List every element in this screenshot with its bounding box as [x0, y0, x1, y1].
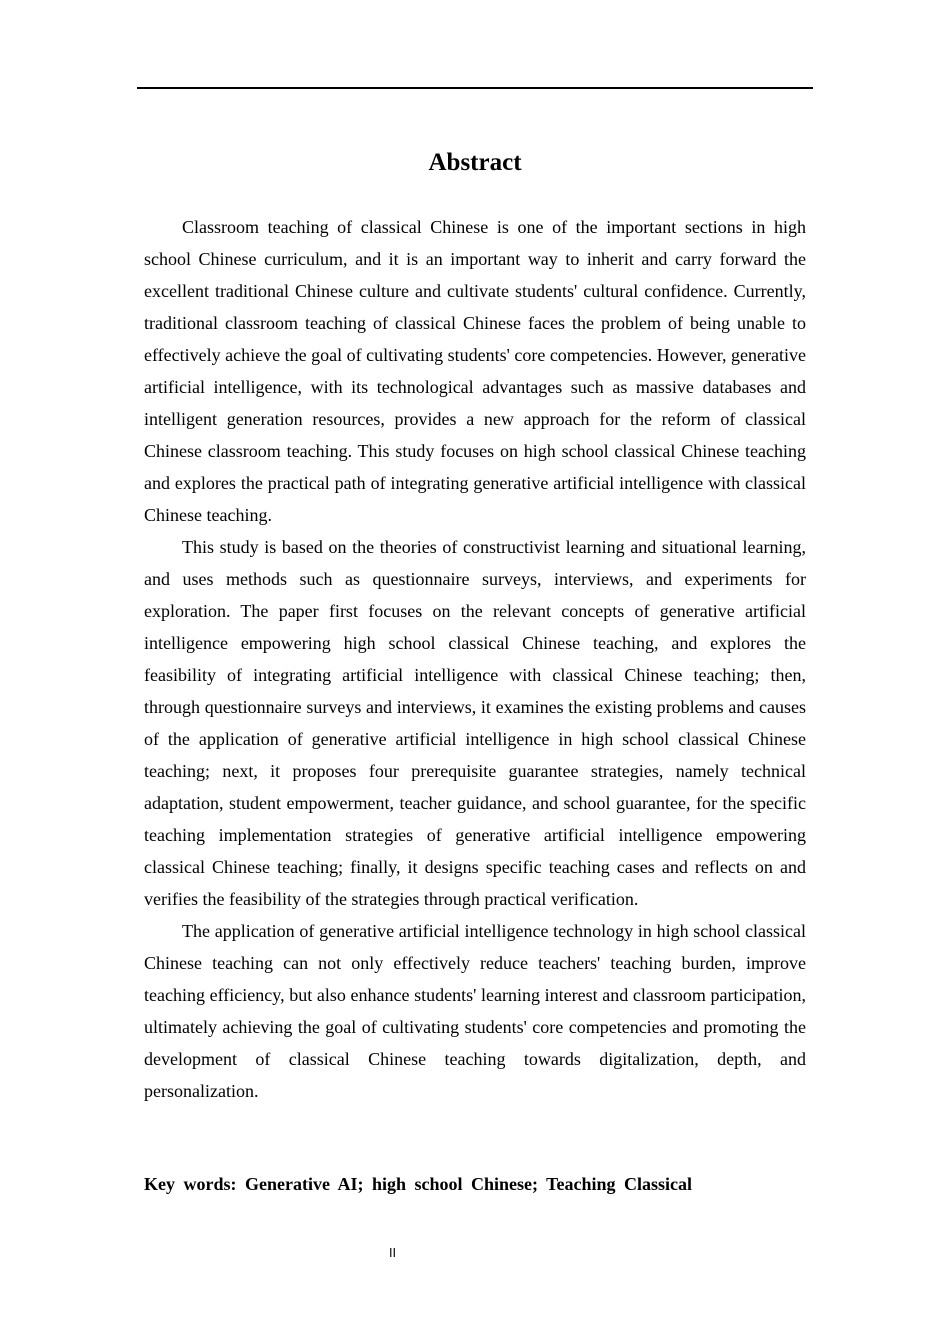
page-title: Abstract — [428, 149, 522, 176]
abstract-paragraph-2: This study is based on the theories of constructivist learning and situational learning, and uses methods such as questionnaire surveys, interviews, and experiments for exploration. The paper first focuses on the relevant concepts of generative artificial intelligence empowering high school classical Chinese teaching, and explores the feasibility of integrating artificial intelligence with classical Chinese teaching; then, through questionnaire surveys and interviews, it examines the existing problems and causes of the application of generative artificial intelligence in high school classical Chinese teaching; next, it proposes four prerequisite guarantee strategies, namely technical adaptation, student empowerment, teacher guidance, and school guarantee, for the specific teaching implementation strategies of generative artificial intelligence empowering classical Chinese teaching; finally, it designs specific teaching cases and reflects on and verifies the feasibility of the strategies through practical verification. — [144, 537, 806, 909]
page-number: II — [388, 1246, 397, 1260]
header-rule — [137, 87, 813, 89]
abstract-paragraph-3: The application of generative artificial intelligence technology in high school classical Chinese teaching can not only effectively reduce teachers' teaching burden, improve teaching efficiency, but also enhance students' learning interest and classroom participation, ultimately achieving the goal of cultivating students' core competencies and promoting the development of classical Chinese teaching towards digitalization, depth, and personalization. — [144, 921, 806, 1101]
keywords-line: Key words: Generative AI; high school Chinese; Teaching Classical — [144, 1174, 693, 1194]
abstract-paragraph-1: Classroom teaching of classical Chinese is one of the important sections in high school Chinese curriculum, and it is an important way to inherit and carry forward the excellent traditional Chinese culture and cultivate students' cultural confidence. Currently, traditional classroom teaching of classical Chinese faces the problem of being unable to effectively achieve the goal of cultivating students' core competencies. However, generative artificial intelligence, with its technological advantages such as massive databases and intelligent generation resources, provides a new approach for the reform of classical Chinese classroom teaching. This study focuses on high school classical Chinese teaching and explores the practical path of integrating generative artificial intelligence with classical Chinese teaching. — [144, 217, 806, 525]
abstract-body — [144, 211, 806, 1107]
